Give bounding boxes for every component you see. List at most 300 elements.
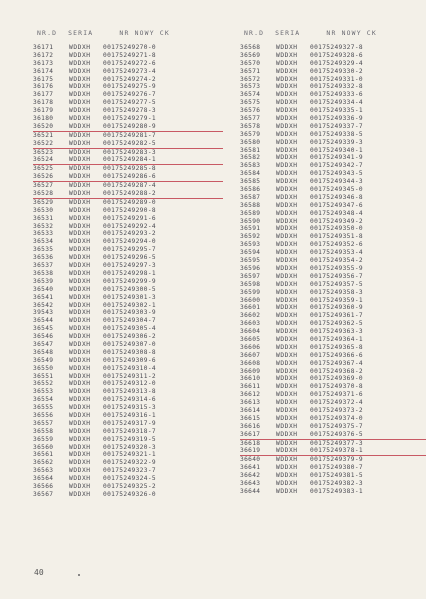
row-nr: 36552	[33, 380, 54, 388]
row-nr: 36569	[240, 51, 261, 59]
row-ck: 00175249362-5	[310, 320, 363, 328]
row-ck: 00175249275-9	[103, 83, 156, 91]
row-seria: WDDXH	[276, 359, 298, 367]
row-ck: 00175249319-5	[103, 435, 156, 443]
table-row	[240, 415, 426, 423]
row-seria: WDDXH	[276, 312, 298, 320]
row-ck: 00175249324-5	[103, 475, 156, 483]
row-seria: WDDXH	[69, 451, 91, 459]
row-seria: WDDXH	[276, 75, 298, 83]
table-row	[33, 215, 223, 223]
row-seria: WDDXH	[276, 367, 298, 375]
row-ck: 00175249271-8	[103, 51, 156, 59]
row-ck: 00175249302-1	[103, 301, 156, 309]
row-nr: 36549	[33, 356, 54, 364]
row-seria: WDDXH	[276, 304, 298, 312]
table-row	[33, 230, 223, 238]
rows	[33, 44, 223, 499]
table-row	[33, 76, 223, 84]
row-nr: 36176	[33, 83, 54, 91]
row-nr: 36601	[240, 304, 261, 312]
row-seria: WDDXH	[69, 411, 91, 419]
table-row	[240, 186, 426, 194]
table-row	[33, 365, 223, 373]
row-nr: 36613	[240, 399, 261, 407]
table-row	[240, 83, 426, 91]
row-seria: WDDXH	[69, 91, 91, 99]
row-ck: 00175249365-8	[310, 343, 363, 351]
table-row	[33, 333, 223, 341]
row-ck: 00175249311-2	[103, 372, 156, 380]
row-ck: 00175249331-0	[310, 75, 363, 83]
table-row	[240, 131, 426, 139]
row-ck: 00175249321-1	[103, 451, 156, 459]
row-nr: 36583	[240, 162, 261, 170]
row-nr: 36604	[240, 328, 261, 336]
row-nr: 36573	[240, 83, 261, 91]
table-row	[33, 483, 223, 491]
row-ck: 00175249328-6	[310, 51, 363, 59]
row-seria: WDDXH	[69, 372, 91, 380]
table-row	[33, 404, 223, 412]
table-row	[240, 383, 426, 391]
row-ck: 00175249354-2	[310, 257, 363, 265]
row-ck: 00175249291-6	[103, 214, 156, 222]
row-nr: 36540	[33, 285, 54, 293]
row-nr: 36571	[240, 67, 261, 75]
row-ck: 00175249305-4	[103, 325, 156, 333]
row-seria: WDDXH	[276, 91, 298, 99]
row-seria: WDDXH	[69, 459, 91, 467]
rows	[240, 44, 426, 496]
row-ck: 00175249347-6	[310, 201, 363, 209]
row-ck: 00175249314-6	[103, 396, 156, 404]
row-seria: WDDXH	[69, 107, 91, 115]
row-ck: 00175249351-8	[310, 233, 363, 241]
row-seria: WDDXH	[276, 146, 298, 154]
row-nr: 36539	[33, 277, 54, 285]
row-ck: 00175249288-2	[103, 190, 156, 198]
row-nr: 36561	[33, 451, 54, 459]
row-ck: 00175249299-9	[103, 277, 156, 285]
row-nr: 36597	[240, 272, 261, 280]
row-nr: 36525	[33, 165, 54, 173]
row-seria: WDDXH	[69, 83, 91, 91]
table-row	[33, 52, 223, 60]
row-seria: WDDXH	[69, 317, 91, 325]
row-ck: 00175249283-3	[103, 148, 156, 156]
row-seria: WDDXH	[69, 325, 91, 333]
table-row	[240, 423, 426, 431]
table-row	[33, 467, 223, 475]
row-ck: 00175249272-6	[103, 59, 156, 67]
row-seria: WDDXH	[276, 472, 298, 480]
row-seria: WDDXH	[276, 414, 298, 422]
row-ck: 00175249273-4	[103, 67, 156, 75]
row-seria: WDDXH	[69, 214, 91, 222]
row-seria: WDDXH	[276, 44, 298, 51]
row-nr: 36528	[33, 190, 54, 198]
row-nr: 36606	[240, 343, 261, 351]
row-ck: 00175249356-7	[310, 272, 363, 280]
row-nr: 36643	[240, 479, 261, 487]
row-nr: 39543	[33, 309, 54, 317]
row-seria: WDDXH	[276, 241, 298, 249]
row-seria: WDDXH	[276, 439, 298, 447]
row-seria: WDDXH	[276, 391, 298, 399]
header-seria: SERIA	[68, 29, 94, 37]
table-row	[33, 199, 223, 207]
row-nr: 36611	[240, 383, 261, 391]
row-seria: WDDXH	[69, 198, 91, 206]
row-ck: 00175249297-3	[103, 262, 156, 270]
row-nr: 36644	[240, 487, 261, 495]
row-seria: WDDXH	[69, 254, 91, 262]
table-row	[240, 123, 426, 131]
row-nr: 36582	[240, 154, 261, 162]
table-row	[33, 294, 223, 302]
row-seria: WDDXH	[276, 430, 298, 438]
row-ck: 00175249289-0	[103, 198, 156, 206]
row-ck: 00175249292-4	[103, 222, 156, 230]
header-nr-nowy: NR NOWY CK	[326, 29, 377, 37]
table-row	[33, 223, 223, 231]
row-seria: WDDXH	[69, 427, 91, 435]
row-ck: 00175249379-9	[310, 456, 363, 464]
row-ck: 00175249279-1	[103, 115, 156, 123]
row-nr: 36574	[240, 91, 261, 99]
row-nr: 36556	[33, 411, 54, 419]
row-seria: WDDXH	[69, 67, 91, 75]
table-row	[240, 472, 426, 480]
row-ck: 00175249285-8	[103, 165, 156, 173]
row-seria: WDDXH	[276, 193, 298, 201]
row-nr: 36544	[33, 317, 54, 325]
ink-dot	[78, 574, 80, 576]
row-nr: 36591	[240, 225, 261, 233]
row-nr: 36616	[240, 422, 261, 430]
row-nr: 36585	[240, 178, 261, 186]
row-nr: 36617	[240, 430, 261, 438]
row-nr: 36534	[33, 238, 54, 246]
row-nr: 36550	[33, 364, 54, 372]
row-nr: 36171	[33, 44, 54, 51]
table-row	[33, 238, 223, 246]
row-seria: WDDXH	[276, 487, 298, 495]
row-ck: 00175249318-7	[103, 427, 156, 435]
table-row	[240, 344, 426, 352]
row-seria: WDDXH	[69, 173, 91, 181]
row-ck: 00175249369-0	[310, 375, 363, 383]
row-seria: WDDXH	[276, 225, 298, 233]
row-ck: 00175249359-1	[310, 296, 363, 304]
row-seria: WDDXH	[276, 233, 298, 241]
row-seria: WDDXH	[69, 190, 91, 198]
row-nr: 36608	[240, 359, 261, 367]
row-nr: 36577	[240, 115, 261, 123]
row-nr: 36575	[240, 99, 261, 107]
row-nr: 36605	[240, 335, 261, 343]
row-nr: 36527	[33, 182, 54, 190]
row-nr: 36531	[33, 214, 54, 222]
row-nr: 36546	[33, 333, 54, 341]
row-seria: WDDXH	[276, 456, 298, 464]
table-row	[33, 396, 223, 404]
table-row	[240, 44, 426, 52]
row-nr: 36607	[240, 351, 261, 359]
row-nr: 36524	[33, 156, 54, 164]
row-ck: 00175249332-8	[310, 83, 363, 91]
row-ck: 00175249352-6	[310, 241, 363, 249]
row-ck: 00175249306-2	[103, 333, 156, 341]
table-row	[240, 68, 426, 76]
row-seria: WDDXH	[276, 296, 298, 304]
row-seria: WDDXH	[276, 99, 298, 107]
row-seria: WDDXH	[69, 115, 91, 123]
table-row	[240, 147, 426, 155]
row-nr: 36178	[33, 99, 54, 107]
row-ck: 00175249341-9	[310, 154, 363, 162]
row-seria: WDDXH	[276, 272, 298, 280]
row-seria: WDDXH	[276, 162, 298, 170]
row-nr: 36522	[33, 139, 54, 147]
table-row	[240, 375, 426, 383]
row-nr: 36562	[33, 459, 54, 467]
row-ck: 00175249383-1	[310, 487, 363, 495]
table-row	[240, 202, 426, 210]
row-seria: WDDXH	[276, 209, 298, 217]
row-seria: WDDXH	[276, 122, 298, 130]
table-row	[33, 182, 223, 190]
row-nr: 36520	[33, 122, 54, 130]
row-ck: 00175249366-6	[310, 351, 363, 359]
table-row	[33, 91, 223, 99]
row-ck: 00175249307-0	[103, 340, 156, 348]
row-ck: 00175249348-4	[310, 209, 363, 217]
header-nr: NR.D	[37, 29, 58, 37]
row-ck: 00175249286-6	[103, 173, 156, 181]
table-row	[33, 357, 223, 365]
row-ck: 00175249277-5	[103, 99, 156, 107]
row-nr: 36596	[240, 264, 261, 272]
row-ck: 00175249322-9	[103, 459, 156, 467]
row-ck: 00175249358-3	[310, 288, 363, 296]
row-seria: WDDXH	[69, 75, 91, 83]
row-seria: WDDXH	[276, 280, 298, 288]
row-ck: 00175249368-2	[310, 367, 363, 375]
table-row	[240, 154, 426, 162]
row-ck: 00175249343-5	[310, 170, 363, 178]
column-header	[240, 22, 426, 44]
row-seria: WDDXH	[69, 467, 91, 475]
table-row	[240, 399, 426, 407]
row-ck: 00175249304-7	[103, 317, 156, 325]
table-row	[33, 420, 223, 428]
row-seria: WDDXH	[276, 406, 298, 414]
row-seria: WDDXH	[69, 482, 91, 490]
row-seria: WDDXH	[69, 156, 91, 164]
row-ck: 00175249323-7	[103, 467, 156, 475]
table-row	[240, 265, 426, 273]
row-nr: 36594	[240, 249, 261, 257]
row-seria: WDDXH	[69, 285, 91, 293]
table-row	[240, 297, 426, 305]
table-row	[33, 149, 223, 157]
row-seria: WDDXH	[276, 138, 298, 146]
row-ck: 00175249301-3	[103, 293, 156, 301]
table-row	[240, 170, 426, 178]
row-nr: 36580	[240, 138, 261, 146]
row-nr: 36533	[33, 230, 54, 238]
table-row	[240, 368, 426, 376]
row-ck: 00175249282-5	[103, 139, 156, 147]
row-nr: 36590	[240, 217, 261, 225]
row-ck: 00175249353-4	[310, 249, 363, 257]
row-nr: 36567	[33, 490, 54, 498]
row-seria: WDDXH	[69, 277, 91, 285]
table-row	[33, 44, 223, 52]
row-seria: WDDXH	[69, 404, 91, 412]
row-ck: 00175249335-1	[310, 107, 363, 115]
table-row	[240, 328, 426, 336]
row-nr: 36532	[33, 222, 54, 230]
table-row	[240, 194, 426, 202]
table-row	[33, 132, 223, 140]
row-ck: 00175249312-0	[103, 380, 156, 388]
table-row	[240, 139, 426, 147]
table-row	[240, 60, 426, 68]
table-row	[33, 491, 223, 499]
row-ck: 00175249380-7	[310, 464, 363, 472]
row-nr: 36538	[33, 269, 54, 277]
row-ck: 00175249355-9	[310, 264, 363, 272]
row-nr: 36174	[33, 67, 54, 75]
table-row	[240, 210, 426, 218]
row-seria: WDDXH	[69, 364, 91, 372]
row-seria: WDDXH	[69, 301, 91, 309]
row-ck: 00175249336-9	[310, 115, 363, 123]
row-nr: 36558	[33, 427, 54, 435]
row-nr: 36640	[240, 456, 261, 464]
row-nr: 36642	[240, 472, 261, 480]
row-seria: WDDXH	[69, 182, 91, 190]
table-row	[33, 83, 223, 91]
row-ck: 00175249295-7	[103, 246, 156, 254]
row-nr: 36588	[240, 201, 261, 209]
table-row	[240, 456, 426, 464]
row-ck: 00175249375-7	[310, 422, 363, 430]
row-nr: 36564	[33, 475, 54, 483]
row-nr: 36541	[33, 293, 54, 301]
table-row	[33, 451, 223, 459]
row-nr: 36615	[240, 414, 261, 422]
row-ck: 00175249373-2	[310, 406, 363, 414]
row-ck: 00175249367-4	[310, 359, 363, 367]
row-seria: WDDXH	[276, 351, 298, 359]
row-seria: WDDXH	[69, 51, 91, 59]
row-seria: WDDXH	[69, 333, 91, 341]
table-row	[33, 388, 223, 396]
row-ck: 00175249325-2	[103, 482, 156, 490]
table-row	[33, 254, 223, 262]
row-ck: 00175249270-0	[103, 44, 156, 51]
row-nr: 36610	[240, 375, 261, 383]
row-nr: 36599	[240, 288, 261, 296]
row-ck: 00175249381-5	[310, 472, 363, 480]
row-seria: WDDXH	[276, 288, 298, 296]
row-seria: WDDXH	[69, 309, 91, 317]
row-seria: WDDXH	[276, 464, 298, 472]
row-ck: 00175249372-4	[310, 399, 363, 407]
header-nr: NR.D	[244, 29, 265, 37]
row-nr: 36602	[240, 312, 261, 320]
table-row	[33, 286, 223, 294]
table-row	[33, 373, 223, 381]
row-nr: 36568	[240, 44, 261, 51]
table-row	[33, 436, 223, 444]
row-nr: 36600	[240, 296, 261, 304]
row-seria: WDDXH	[69, 262, 91, 270]
column-header	[33, 22, 223, 44]
table-row	[240, 178, 426, 186]
row-seria: WDDXH	[69, 222, 91, 230]
row-ck: 00175249344-3	[310, 178, 363, 186]
row-ck: 00175249326-0	[103, 490, 156, 498]
row-seria: WDDXH	[276, 249, 298, 257]
table-row	[240, 336, 426, 344]
table-row	[240, 241, 426, 249]
row-seria: WDDXH	[69, 238, 91, 246]
row-nr: 36559	[33, 435, 54, 443]
row-seria: WDDXH	[276, 375, 298, 383]
row-nr: 36548	[33, 348, 54, 356]
table-row	[33, 68, 223, 76]
row-nr: 36586	[240, 186, 261, 194]
row-ck: 00175249284-1	[103, 156, 156, 164]
row-nr: 36557	[33, 419, 54, 427]
row-ck: 00175249364-1	[310, 335, 363, 343]
row-seria: WDDXH	[276, 130, 298, 138]
row-ck: 00175249281-7	[103, 131, 156, 139]
row-nr: 36579	[240, 130, 261, 138]
row-nr: 36526	[33, 173, 54, 181]
table-row	[240, 431, 426, 440]
row-ck: 00175249327-8	[310, 44, 363, 51]
row-seria: WDDXH	[276, 170, 298, 178]
row-seria: WDDXH	[276, 115, 298, 123]
row-nr: 36523	[33, 148, 54, 156]
row-nr: 36521	[33, 131, 54, 139]
row-seria: WDDXH	[276, 264, 298, 272]
row-ck: 00175249315-3	[103, 404, 156, 412]
row-ck: 00175249280-9	[103, 122, 156, 130]
row-ck: 00175249308-8	[103, 348, 156, 356]
row-seria: WDDXH	[276, 83, 298, 91]
table-row	[33, 302, 223, 310]
row-seria: WDDXH	[276, 447, 298, 455]
table-row	[33, 341, 223, 349]
row-ck: 00175249382-3	[310, 479, 363, 487]
table-row	[33, 412, 223, 420]
right-column	[240, 22, 426, 495]
row-nr: 36612	[240, 391, 261, 399]
row-nr: 36619	[240, 447, 261, 455]
row-ck: 00175249334-4	[310, 99, 363, 107]
table-row	[240, 488, 426, 496]
row-seria: WDDXH	[69, 490, 91, 498]
row-ck: 00175249349-2	[310, 217, 363, 225]
row-seria: WDDXH	[69, 44, 91, 51]
